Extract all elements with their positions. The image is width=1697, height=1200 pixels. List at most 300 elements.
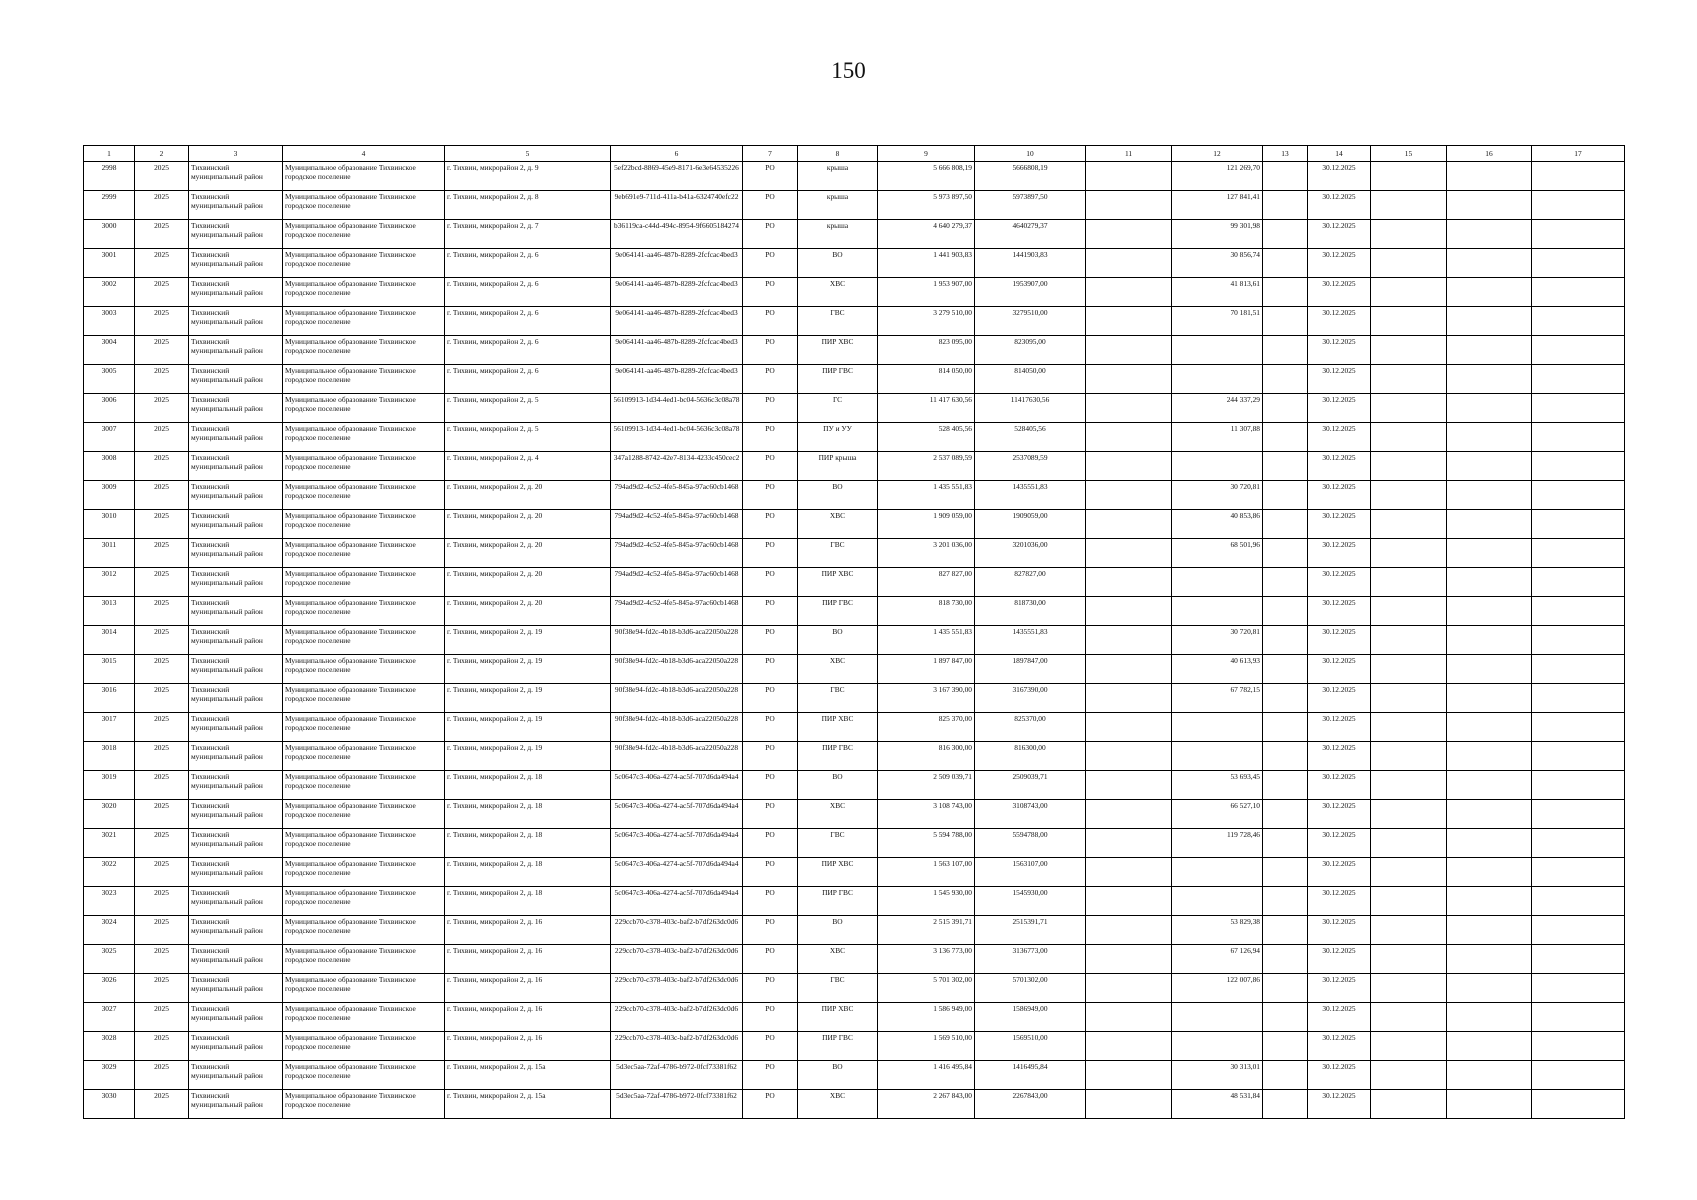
district-cell: Тихвинский муниципальный район <box>189 394 283 423</box>
col16-cell <box>1447 916 1532 945</box>
cost-cell: 4 640 279,37 <box>878 220 975 249</box>
col13-cell <box>1263 220 1308 249</box>
col15-cell <box>1371 365 1447 394</box>
col16-cell <box>1447 249 1532 278</box>
address-cell: г. Тихвин, микрорайон 2, д. 6 <box>445 307 611 336</box>
type-cell: РО <box>743 249 798 278</box>
col11-cell <box>1086 191 1172 220</box>
municipality-cell: Муниципальное образование Тихвинское городское поселение <box>283 539 445 568</box>
type-cell: РО <box>743 307 798 336</box>
municipality-cell: Муниципальное образование Тихвинское городское поселение <box>283 452 445 481</box>
municipality-cell: Муниципальное образование Тихвинское городское поселение <box>283 423 445 452</box>
col12-cell: 67 782,15 <box>1172 684 1263 713</box>
municipality-cell: Муниципальное образование Тихвинское городское поселение <box>283 800 445 829</box>
address-cell: г. Тихвин, микрорайон 2, д. 5 <box>445 423 611 452</box>
col13-cell <box>1263 249 1308 278</box>
type-cell: РО <box>743 539 798 568</box>
cost-cell: 1 897 847,00 <box>878 655 975 684</box>
cost-total-cell: 3167390,00 <box>975 684 1086 713</box>
date-cell: 30.12.2025 <box>1308 858 1371 887</box>
col16-cell <box>1447 1032 1532 1061</box>
date-cell: 30.12.2025 <box>1308 1003 1371 1032</box>
work-type-cell: ВО <box>798 916 878 945</box>
col12-cell: 119 728,46 <box>1172 829 1263 858</box>
table-row <box>84 336 1625 365</box>
col15-cell <box>1371 220 1447 249</box>
col12-cell: 67 126,94 <box>1172 945 1263 974</box>
year-cell: 2025 <box>135 481 189 510</box>
municipality-cell: Муниципальное образование Тихвинское городское поселение <box>283 249 445 278</box>
work-type-cell: ХВС <box>798 1090 878 1119</box>
col16-cell <box>1447 655 1532 684</box>
district-cell: Тихвинский муниципальный район <box>189 626 283 655</box>
guid-cell: 5c0647c3-406a-4274-ac5f-707d6da494a4 <box>611 800 743 829</box>
col15-cell <box>1371 249 1447 278</box>
guid-cell: 229ccb70-c378-403c-baf2-b7df263dc0d6 <box>611 916 743 945</box>
cost-cell: 2 509 039,71 <box>878 771 975 800</box>
work-type-cell: ПИР ХВС <box>798 1003 878 1032</box>
type-cell: РО <box>743 1032 798 1061</box>
table-row <box>84 365 1625 394</box>
year-cell: 2025 <box>135 336 189 365</box>
row-number-cell: 3015 <box>84 655 135 684</box>
col17-cell <box>1532 365 1625 394</box>
year-cell: 2025 <box>135 510 189 539</box>
type-cell: РО <box>743 481 798 510</box>
municipality-cell: Муниципальное образование Тихвинское городское поселение <box>283 713 445 742</box>
work-type-cell: ГВС <box>798 974 878 1003</box>
cost-total-cell: 2537089,59 <box>975 452 1086 481</box>
address-cell: г. Тихвин, микрорайон 2, д. 20 <box>445 597 611 626</box>
col12-cell <box>1172 336 1263 365</box>
col11-cell <box>1086 1061 1172 1090</box>
date-cell: 30.12.2025 <box>1308 945 1371 974</box>
guid-cell: 90f38e94-fd2c-4b18-b3d6-aca22050a228 <box>611 655 743 684</box>
work-type-cell: ВО <box>798 249 878 278</box>
table-row <box>84 887 1625 916</box>
col11-cell <box>1086 597 1172 626</box>
cost-cell: 1 569 510,00 <box>878 1032 975 1061</box>
column-header-11: 11 <box>1086 146 1172 162</box>
work-type-cell: ПИР ГВС <box>798 597 878 626</box>
col13-cell <box>1263 829 1308 858</box>
guid-cell: 9e064141-aa46-487b-8289-2fcfcac4bed3 <box>611 307 743 336</box>
year-cell: 2025 <box>135 568 189 597</box>
date-cell: 30.12.2025 <box>1308 510 1371 539</box>
table-row <box>84 220 1625 249</box>
year-cell: 2025 <box>135 713 189 742</box>
col12-cell: 122 007,86 <box>1172 974 1263 1003</box>
guid-cell: 229ccb70-c378-403c-baf2-b7df263dc0d6 <box>611 974 743 1003</box>
guid-cell: 90f38e94-fd2c-4b18-b3d6-aca22050a228 <box>611 742 743 771</box>
col15-cell <box>1371 829 1447 858</box>
guid-cell: 794ad9d2-4c52-4fe5-845a-97ac60cb1468 <box>611 510 743 539</box>
date-cell: 30.12.2025 <box>1308 1032 1371 1061</box>
district-cell: Тихвинский муниципальный район <box>189 423 283 452</box>
district-cell: Тихвинский муниципальный район <box>189 858 283 887</box>
col16-cell <box>1447 1090 1532 1119</box>
table-row <box>84 945 1625 974</box>
col12-cell <box>1172 597 1263 626</box>
col13-cell <box>1263 655 1308 684</box>
guid-cell: 5c0647c3-406a-4274-ac5f-707d6da494a4 <box>611 829 743 858</box>
work-type-cell: ХВС <box>798 655 878 684</box>
col15-cell <box>1371 510 1447 539</box>
address-cell: г. Тихвин, микрорайон 2, д. 18 <box>445 858 611 887</box>
work-type-cell: ВО <box>798 481 878 510</box>
table-row <box>84 858 1625 887</box>
col13-cell <box>1263 365 1308 394</box>
row-number-cell: 2999 <box>84 191 135 220</box>
col13-cell <box>1263 394 1308 423</box>
cost-total-cell: 1441903,83 <box>975 249 1086 278</box>
work-type-cell: крыша <box>798 220 878 249</box>
district-cell: Тихвинский муниципальный район <box>189 945 283 974</box>
date-cell: 30.12.2025 <box>1308 452 1371 481</box>
col16-cell <box>1447 394 1532 423</box>
col11-cell <box>1086 307 1172 336</box>
date-cell: 30.12.2025 <box>1308 162 1371 191</box>
column-number-row <box>84 146 1625 162</box>
col11-cell <box>1086 974 1172 1003</box>
col13-cell <box>1263 771 1308 800</box>
guid-cell: 9e064141-aa46-487b-8289-2fcfcac4bed3 <box>611 278 743 307</box>
work-type-cell: ГВС <box>798 829 878 858</box>
page-number: 150 <box>831 58 866 83</box>
type-cell: РО <box>743 1061 798 1090</box>
guid-cell: 9e064141-aa46-487b-8289-2fcfcac4bed3 <box>611 365 743 394</box>
row-number-cell: 3020 <box>84 800 135 829</box>
district-cell: Тихвинский муниципальный район <box>189 742 283 771</box>
date-cell: 30.12.2025 <box>1308 887 1371 916</box>
cost-cell: 3 201 036,00 <box>878 539 975 568</box>
table-row <box>84 307 1625 336</box>
cost-total-cell: 814050,00 <box>975 365 1086 394</box>
cost-cell: 1 416 495,84 <box>878 1061 975 1090</box>
address-cell: г. Тихвин, микрорайон 2, д. 9 <box>445 162 611 191</box>
col13-cell <box>1263 1003 1308 1032</box>
cost-total-cell: 1897847,00 <box>975 655 1086 684</box>
year-cell: 2025 <box>135 626 189 655</box>
type-cell: РО <box>743 742 798 771</box>
row-number-cell: 3018 <box>84 742 135 771</box>
col13-cell <box>1263 887 1308 916</box>
col17-cell <box>1532 249 1625 278</box>
date-cell: 30.12.2025 <box>1308 220 1371 249</box>
year-cell: 2025 <box>135 1003 189 1032</box>
district-cell: Тихвинский муниципальный район <box>189 220 283 249</box>
col11-cell <box>1086 452 1172 481</box>
col13-cell <box>1263 858 1308 887</box>
col12-cell <box>1172 365 1263 394</box>
table-row <box>84 829 1625 858</box>
col15-cell <box>1371 1061 1447 1090</box>
guid-cell: b36119ca-c44d-494c-8954-9f6605184274 <box>611 220 743 249</box>
row-number-cell: 3009 <box>84 481 135 510</box>
district-cell: Тихвинский муниципальный район <box>189 510 283 539</box>
guid-cell: 5d3ec5aa-72af-4786-b972-0fcf73381f62 <box>611 1061 743 1090</box>
col15-cell <box>1371 771 1447 800</box>
guid-cell: 5c0647c3-406a-4274-ac5f-707d6da494a4 <box>611 771 743 800</box>
cost-total-cell: 1909059,00 <box>975 510 1086 539</box>
district-cell: Тихвинский муниципальный район <box>189 800 283 829</box>
col12-cell: 48 531,84 <box>1172 1090 1263 1119</box>
col13-cell <box>1263 597 1308 626</box>
work-type-cell: ПИР ХВС <box>798 858 878 887</box>
column-header-16: 16 <box>1447 146 1532 162</box>
col17-cell <box>1532 568 1625 597</box>
col17-cell <box>1532 684 1625 713</box>
col13-cell <box>1263 800 1308 829</box>
column-header-12: 12 <box>1172 146 1263 162</box>
col13-cell <box>1263 1032 1308 1061</box>
work-type-cell: ГС <box>798 394 878 423</box>
col13-cell <box>1263 510 1308 539</box>
address-cell: г. Тихвин, микрорайон 2, д. 20 <box>445 481 611 510</box>
work-type-cell: ПИР ГВС <box>798 887 878 916</box>
col15-cell <box>1371 423 1447 452</box>
date-cell: 30.12.2025 <box>1308 394 1371 423</box>
date-cell: 30.12.2025 <box>1308 1061 1371 1090</box>
col17-cell <box>1532 336 1625 365</box>
cost-cell: 1 545 930,00 <box>878 887 975 916</box>
col17-cell <box>1532 858 1625 887</box>
col17-cell <box>1532 742 1625 771</box>
work-type-cell: ГВС <box>798 684 878 713</box>
municipality-cell: Муниципальное образование Тихвинское городское поселение <box>283 162 445 191</box>
col16-cell <box>1447 771 1532 800</box>
municipality-cell: Муниципальное образование Тихвинское городское поселение <box>283 916 445 945</box>
column-header-7: 7 <box>743 146 798 162</box>
address-cell: г. Тихвин, микрорайон 2, д. 20 <box>445 510 611 539</box>
date-cell: 30.12.2025 <box>1308 800 1371 829</box>
municipality-cell: Муниципальное образование Тихвинское городское поселение <box>283 655 445 684</box>
register-table <box>83 145 1625 1119</box>
col15-cell <box>1371 742 1447 771</box>
cost-total-cell: 3279510,00 <box>975 307 1086 336</box>
cost-total-cell: 3201036,00 <box>975 539 1086 568</box>
col16-cell <box>1447 510 1532 539</box>
district-cell: Тихвинский муниципальный район <box>189 1003 283 1032</box>
row-number-cell: 3022 <box>84 858 135 887</box>
col17-cell <box>1532 191 1625 220</box>
col16-cell <box>1447 626 1532 655</box>
col15-cell <box>1371 655 1447 684</box>
work-type-cell: ХВС <box>798 800 878 829</box>
col12-cell <box>1172 858 1263 887</box>
table-row <box>84 191 1625 220</box>
cost-total-cell: 1416495,84 <box>975 1061 1086 1090</box>
col15-cell <box>1371 191 1447 220</box>
type-cell: РО <box>743 365 798 394</box>
col17-cell <box>1532 1032 1625 1061</box>
date-cell: 30.12.2025 <box>1308 336 1371 365</box>
col11-cell <box>1086 829 1172 858</box>
type-cell: РО <box>743 394 798 423</box>
col13-cell <box>1263 974 1308 1003</box>
row-number-cell: 3025 <box>84 945 135 974</box>
col17-cell <box>1532 626 1625 655</box>
address-cell: г. Тихвин, микрорайон 2, д. 15а <box>445 1090 611 1119</box>
col15-cell <box>1371 452 1447 481</box>
date-cell: 30.12.2025 <box>1308 713 1371 742</box>
table-row <box>84 423 1625 452</box>
table-row <box>84 1061 1625 1090</box>
col17-cell <box>1532 945 1625 974</box>
cost-total-cell: 1953907,00 <box>975 278 1086 307</box>
col17-cell <box>1532 423 1625 452</box>
district-cell: Тихвинский муниципальный район <box>189 829 283 858</box>
row-number-cell: 3024 <box>84 916 135 945</box>
municipality-cell: Муниципальное образование Тихвинское городское поселение <box>283 191 445 220</box>
address-cell: г. Тихвин, микрорайон 2, д. 18 <box>445 800 611 829</box>
col11-cell <box>1086 539 1172 568</box>
cost-cell: 2 267 843,00 <box>878 1090 975 1119</box>
col17-cell <box>1532 974 1625 1003</box>
column-header-17: 17 <box>1532 146 1625 162</box>
col15-cell <box>1371 1090 1447 1119</box>
cost-total-cell: 2509039,71 <box>975 771 1086 800</box>
col11-cell <box>1086 278 1172 307</box>
col17-cell <box>1532 1061 1625 1090</box>
cost-total-cell: 1586949,00 <box>975 1003 1086 1032</box>
date-cell: 30.12.2025 <box>1308 307 1371 336</box>
guid-cell: 5ef22bcd-8869-45e9-8171-6e3e64535226 <box>611 162 743 191</box>
table-row <box>84 974 1625 1003</box>
date-cell: 30.12.2025 <box>1308 423 1371 452</box>
municipality-cell: Муниципальное образование Тихвинское городское поселение <box>283 887 445 916</box>
column-header-6: 6 <box>611 146 743 162</box>
table-row <box>84 597 1625 626</box>
col12-cell <box>1172 568 1263 597</box>
date-cell: 30.12.2025 <box>1308 626 1371 655</box>
year-cell: 2025 <box>135 800 189 829</box>
municipality-cell: Муниципальное образование Тихвинское городское поселение <box>283 365 445 394</box>
cost-cell: 5 973 897,50 <box>878 191 975 220</box>
col13-cell <box>1263 162 1308 191</box>
cost-cell: 3 279 510,00 <box>878 307 975 336</box>
guid-cell: 5c0647c3-406a-4274-ac5f-707d6da494a4 <box>611 858 743 887</box>
col13-cell <box>1263 191 1308 220</box>
row-number-cell: 3021 <box>84 829 135 858</box>
col13-cell <box>1263 742 1308 771</box>
col11-cell <box>1086 1090 1172 1119</box>
year-cell: 2025 <box>135 452 189 481</box>
address-cell: г. Тихвин, микрорайон 2, д. 5 <box>445 394 611 423</box>
work-type-cell: ВО <box>798 771 878 800</box>
row-number-cell: 3011 <box>84 539 135 568</box>
row-number-cell: 3029 <box>84 1061 135 1090</box>
col15-cell <box>1371 945 1447 974</box>
work-type-cell: ПИР ГВС <box>798 1032 878 1061</box>
col13-cell <box>1263 684 1308 713</box>
table-row <box>84 713 1625 742</box>
address-cell: г. Тихвин, микрорайон 2, д. 16 <box>445 974 611 1003</box>
col15-cell <box>1371 626 1447 655</box>
cost-cell: 2 537 089,59 <box>878 452 975 481</box>
cost-cell: 818 730,00 <box>878 597 975 626</box>
cost-cell: 1 435 551,83 <box>878 626 975 655</box>
row-number-cell: 3013 <box>84 597 135 626</box>
type-cell: РО <box>743 1090 798 1119</box>
table-body <box>84 162 1625 1119</box>
district-cell: Тихвинский муниципальный район <box>189 771 283 800</box>
year-cell: 2025 <box>135 655 189 684</box>
col15-cell <box>1371 684 1447 713</box>
col11-cell <box>1086 249 1172 278</box>
col11-cell <box>1086 887 1172 916</box>
col11-cell <box>1086 771 1172 800</box>
year-cell: 2025 <box>135 191 189 220</box>
guid-cell: 9eb691e9-711d-411a-b41a-6324740efc22 <box>611 191 743 220</box>
work-type-cell: ХВС <box>798 945 878 974</box>
guid-cell: 794ad9d2-4c52-4fe5-845a-97ac60cb1468 <box>611 481 743 510</box>
table-row <box>84 771 1625 800</box>
col11-cell <box>1086 510 1172 539</box>
col12-cell: 66 527,10 <box>1172 800 1263 829</box>
col11-cell <box>1086 742 1172 771</box>
address-cell: г. Тихвин, микрорайон 2, д. 6 <box>445 249 611 278</box>
work-type-cell: ПИР ХВС <box>798 336 878 365</box>
col12-cell: 40 853,86 <box>1172 510 1263 539</box>
column-header-2: 2 <box>135 146 189 162</box>
column-header-8: 8 <box>798 146 878 162</box>
col13-cell <box>1263 1061 1308 1090</box>
district-cell: Тихвинский муниципальный район <box>189 713 283 742</box>
guid-cell: 9e064141-aa46-487b-8289-2fcfcac4bed3 <box>611 249 743 278</box>
table-row <box>84 568 1625 597</box>
work-type-cell: ХВС <box>798 278 878 307</box>
date-cell: 30.12.2025 <box>1308 191 1371 220</box>
type-cell: РО <box>743 887 798 916</box>
year-cell: 2025 <box>135 597 189 626</box>
year-cell: 2025 <box>135 220 189 249</box>
col17-cell <box>1532 452 1625 481</box>
col15-cell <box>1371 481 1447 510</box>
municipality-cell: Муниципальное образование Тихвинское городское поселение <box>283 742 445 771</box>
date-cell: 30.12.2025 <box>1308 481 1371 510</box>
district-cell: Тихвинский муниципальный район <box>189 365 283 394</box>
col12-cell <box>1172 742 1263 771</box>
col16-cell <box>1447 191 1532 220</box>
address-cell: г. Тихвин, микрорайон 2, д. 19 <box>445 742 611 771</box>
district-cell: Тихвинский муниципальный район <box>189 568 283 597</box>
type-cell: РО <box>743 945 798 974</box>
col11-cell <box>1086 481 1172 510</box>
cost-total-cell: 11417630,56 <box>975 394 1086 423</box>
cost-cell: 1 909 059,00 <box>878 510 975 539</box>
table-row <box>84 684 1625 713</box>
column-header-13: 13 <box>1263 146 1308 162</box>
col17-cell <box>1532 829 1625 858</box>
cost-cell: 5 594 788,00 <box>878 829 975 858</box>
address-cell: г. Тихвин, микрорайон 2, д. 15а <box>445 1061 611 1090</box>
table-row <box>84 1032 1625 1061</box>
col16-cell <box>1447 829 1532 858</box>
type-cell: РО <box>743 336 798 365</box>
district-cell: Тихвинский муниципальный район <box>189 1032 283 1061</box>
row-number-cell: 3003 <box>84 307 135 336</box>
col16-cell <box>1447 278 1532 307</box>
table-row <box>84 1090 1625 1119</box>
cost-total-cell: 1563107,00 <box>975 858 1086 887</box>
column-header-14: 14 <box>1308 146 1371 162</box>
col17-cell <box>1532 539 1625 568</box>
col17-cell <box>1532 394 1625 423</box>
district-cell: Тихвинский муниципальный район <box>189 887 283 916</box>
address-cell: г. Тихвин, микрорайон 2, д. 18 <box>445 771 611 800</box>
type-cell: РО <box>743 1003 798 1032</box>
